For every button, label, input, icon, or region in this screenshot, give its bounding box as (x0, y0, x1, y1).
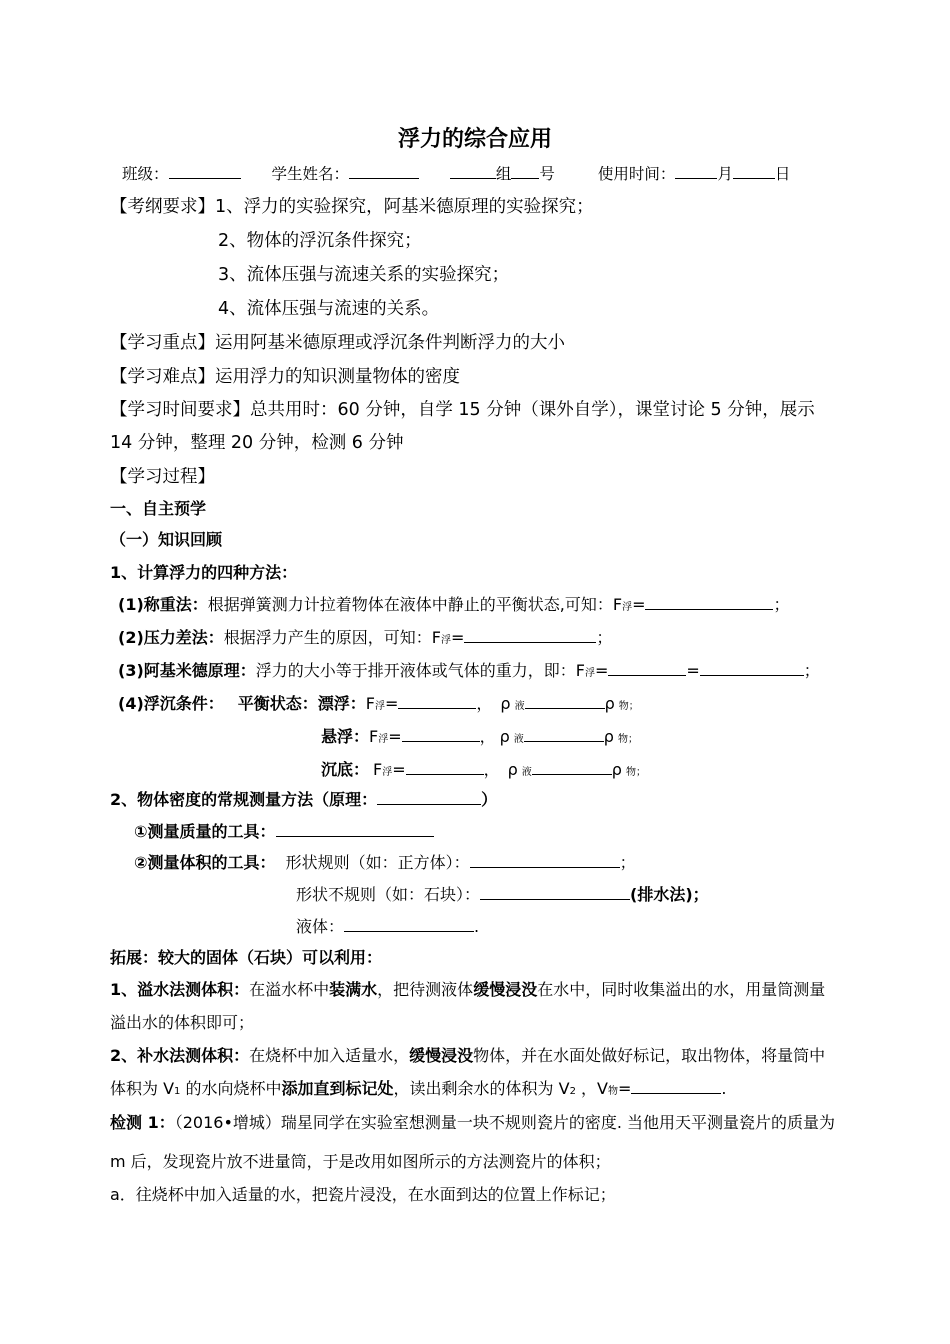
month-blank[interactable] (675, 164, 717, 179)
test-1-text-1: （2016•增城）瑞星同学在实验室想测量一块不规则瓷片的密度. 当他用天平测量瓷片的质量为 (174, 1113, 836, 1132)
irregular-shape-label: 形状不规则（如：石块）： (296, 885, 481, 904)
requirement-item-4: 4、流体压强与流速的关系。 (218, 299, 440, 319)
focus-line (110, 332, 565, 354)
method-4-suspend (321, 727, 638, 750)
liquid-sub: 液 (521, 767, 532, 778)
number-suffix: 号 (539, 165, 555, 183)
float-label: 漂浮： (317, 694, 366, 713)
overflow-method-line-2: 溢出水的体积即可； (110, 1013, 255, 1032)
f-buoy-sub: 浮 (622, 602, 633, 613)
semicolon: ； (596, 628, 613, 647)
regular-shape-label: 形状规则（如：正方体）： (285, 853, 470, 872)
time-requirement-line-1 (110, 399, 815, 421)
method-4-sink (321, 760, 646, 783)
f-symbol: F (373, 760, 383, 779)
refill-bold-2: 添加直到标记处 (281, 1079, 394, 1098)
suspend-label: 悬浮： (321, 727, 370, 746)
equals-sign: = (632, 595, 646, 614)
equals-sign: = (388, 727, 402, 746)
time-req-text-1: 总共用时：60 分钟，自学 15 分钟（课外自学），课堂讨论 5 分钟，展示 (250, 400, 815, 420)
object-sub: 物 (618, 701, 629, 712)
method-1 (118, 595, 789, 618)
time-label: 使用时间： (597, 165, 676, 183)
method-3 (118, 661, 820, 684)
refill-method-label: 2、补水法测体积： (110, 1046, 250, 1065)
irregular-shape-line (296, 885, 709, 905)
equals-sign: = (594, 661, 609, 680)
overflow-bold-2: 缓慢浸没 (473, 980, 538, 999)
f-buoy-sub: 浮 (378, 734, 389, 745)
semicolon: ； (619, 853, 636, 872)
comma: ， (483, 760, 500, 779)
test-1-label: 检测 1： (110, 1113, 175, 1132)
object-volume-blank[interactable] (631, 1079, 721, 1094)
method-3-text: 浮力的大小等于排开液体或气体的重力，即：F (255, 661, 585, 680)
rho-symbol: ρ (611, 760, 622, 779)
page-title: 浮力的综合应用 (397, 127, 552, 152)
comma: ， (479, 727, 496, 746)
v1-sub: 1 (174, 1086, 181, 1097)
rho-symbol: ρ (507, 760, 518, 779)
float-density-blank[interactable] (525, 694, 605, 709)
method-3-label: (3)阿基米德原理： (118, 661, 256, 680)
f-buoy-sub: 浮 (584, 668, 595, 679)
method-2-blank[interactable] (464, 628, 596, 643)
method-1-text: 根据弹簧测力计拉着物体在液体中静止的平衡状态,可知：F (207, 595, 623, 614)
process-heading: 【学习过程】 (110, 467, 215, 487)
method-3-blank-1[interactable] (608, 661, 686, 676)
refill-text-2: 物体，并在水面处做好标记，取出物体，将量筒中 (473, 1046, 826, 1065)
balance-label: 平衡状态： (237, 694, 318, 713)
semicolon: ； (635, 767, 646, 778)
principle-blank[interactable] (377, 790, 481, 805)
overflow-method-line-1 (110, 980, 825, 1000)
overflow-text-3: 在水中，同时收集溢出的水，用量筒测量 (537, 980, 826, 999)
overflow-method-label: 1、溢水法测体积： (110, 980, 250, 999)
test-1-line-3: a．往烧杯中加入适量的水，把瓷片浸没，在水面到达的位置上作标记； (110, 1185, 616, 1204)
name-blank[interactable] (349, 164, 419, 179)
liquid-volume-line (296, 917, 479, 937)
f-buoy-sub: 浮 (440, 635, 451, 646)
subsection-heading: （一）知识回顾 (110, 530, 223, 549)
name-label: 学生姓名： (271, 165, 349, 183)
rho-symbol: ρ (499, 727, 510, 746)
test-1-line-1 (110, 1113, 835, 1133)
refill-text-1: 在烧杯中加入适量水， (249, 1046, 410, 1065)
irregular-shape-blank[interactable] (480, 885, 630, 900)
rho-symbol: ρ (500, 694, 511, 713)
overflow-text-1: 在溢水杯中 (249, 980, 330, 999)
rho-symbol: ρ (604, 694, 615, 713)
equals-sign: = (618, 1079, 632, 1098)
difficulty-line (110, 366, 460, 388)
refill-text-3: 的水向烧杯中 (180, 1079, 282, 1098)
group-suffix: 组 (495, 165, 512, 183)
equals-sign: = (385, 694, 399, 713)
overflow-bold-1: 装满水 (329, 980, 378, 999)
method-4-label: (4)浮沉条件： (118, 694, 224, 713)
method-1-label: (1)称重法： (118, 595, 208, 614)
equals-sign: = (450, 628, 465, 647)
method-2-text: 根据浮力产生的原因，可知：F (223, 628, 441, 647)
class-label: 班级： (122, 165, 169, 183)
f-symbol: F (369, 727, 379, 746)
liquid-volume-blank[interactable] (344, 917, 474, 932)
refill-bold-1: 缓慢浸没 (409, 1046, 474, 1065)
time-req-text-2: 14 分钟，整理 20 分钟，检测 6 分钟 (110, 433, 404, 453)
rho-symbol: ρ (603, 727, 614, 746)
float-force-blank[interactable] (398, 694, 476, 709)
day-blank[interactable] (733, 164, 775, 179)
semicolon: ； (773, 595, 790, 614)
object-sub: 物 (608, 1086, 618, 1097)
object-sub: 物 (625, 767, 636, 778)
focus-text: 运用阿基米德原理或浮沉条件判断浮力的大小 (215, 333, 565, 353)
f-symbol: F (365, 694, 375, 713)
volume-tool-label: ②测量体积的工具： (134, 853, 276, 872)
method-2 (118, 628, 612, 651)
liquid-sub: 液 (514, 701, 525, 712)
close-paren: ） (481, 790, 498, 809)
refill-method-line-2 (110, 1079, 727, 1102)
difficulty-text: 运用浮力的知识测量物体的密度 (215, 367, 460, 387)
time-req-heading: 【学习时间要求】 (110, 400, 250, 420)
object-sub: 物 (617, 734, 628, 745)
day-suffix: 日 (774, 165, 791, 183)
refill-v2-text: ，读出剩余水的体积为 V (393, 1079, 570, 1098)
equals-sign: = (392, 760, 406, 779)
mass-tool-line (134, 822, 434, 842)
suspend-force-blank[interactable] (402, 727, 480, 742)
refill-method-line-1 (110, 1046, 825, 1066)
volume-tool-line (134, 853, 636, 873)
requirement-item-2: 2、物体的浮沉条件探究； (218, 231, 422, 251)
comma: ， (476, 694, 493, 713)
equals-sign: = (686, 661, 700, 680)
group-blank[interactable] (450, 164, 496, 179)
v2-sub: 2 (569, 1086, 576, 1097)
requirement-item-3: 3、流体压强与流速关系的实验探究； (218, 265, 510, 285)
semicolon: ； (628, 701, 639, 712)
requirement-item-1: 1、浮力的实验探究，阿基米德原理的实验探究； (215, 197, 594, 217)
sink-force-blank[interactable] (406, 760, 484, 775)
section-heading: 一、自主预学 (110, 499, 207, 518)
number-blank[interactable] (511, 164, 539, 179)
overflow-text-2: ，把待测液体 (377, 980, 474, 999)
question-2-heading (110, 790, 497, 810)
extension-heading: 拓展：较大的固体（石块）可以利用： (110, 948, 383, 967)
header-fields (122, 164, 790, 184)
f-buoy-sub: 浮 (375, 701, 385, 712)
requirements-heading: 【考纲要求】 (110, 197, 215, 217)
q2-heading-text: 2、物体密度的常规测量方法（原理： (110, 790, 378, 809)
liquid-label: 液体： (296, 917, 345, 936)
period: . (721, 1079, 727, 1098)
method-1-blank[interactable] (645, 595, 773, 610)
mass-tool-blank[interactable] (276, 822, 434, 837)
v-object-text: ，V (575, 1079, 608, 1098)
displacement-method-note: (排水法)； (630, 885, 709, 904)
method-3-blank-2[interactable] (700, 661, 804, 676)
liquid-sub: 液 (513, 734, 524, 745)
requirements-line-1 (110, 196, 594, 218)
refill-v1-text: 体积为 V (110, 1079, 175, 1098)
mass-tool-label: ①测量质量的工具： (134, 822, 276, 841)
month-suffix: 月 (717, 165, 733, 183)
sink-label: 沉底： (321, 760, 370, 779)
semicolon: ； (803, 661, 820, 680)
f-buoy-sub: 浮 (382, 767, 393, 778)
sink-density-blank[interactable] (532, 760, 612, 775)
test-1-line-2: m 后，发现瓷片放不进量筒，于是改用如图所示的方法测瓷片的体积； (110, 1152, 611, 1171)
difficulty-heading: 【学习难点】 (110, 367, 215, 387)
class-blank[interactable] (169, 164, 241, 179)
method-4-float (118, 694, 639, 717)
method-2-label: (2)压力差法： (118, 628, 224, 647)
semicolon: ； (627, 734, 638, 745)
regular-shape-blank[interactable] (470, 853, 620, 868)
question-1-heading: 1、计算浮力的四种方法： (110, 563, 298, 582)
period: . (474, 917, 480, 936)
suspend-density-blank[interactable] (524, 727, 604, 742)
focus-heading: 【学习重点】 (110, 333, 215, 353)
